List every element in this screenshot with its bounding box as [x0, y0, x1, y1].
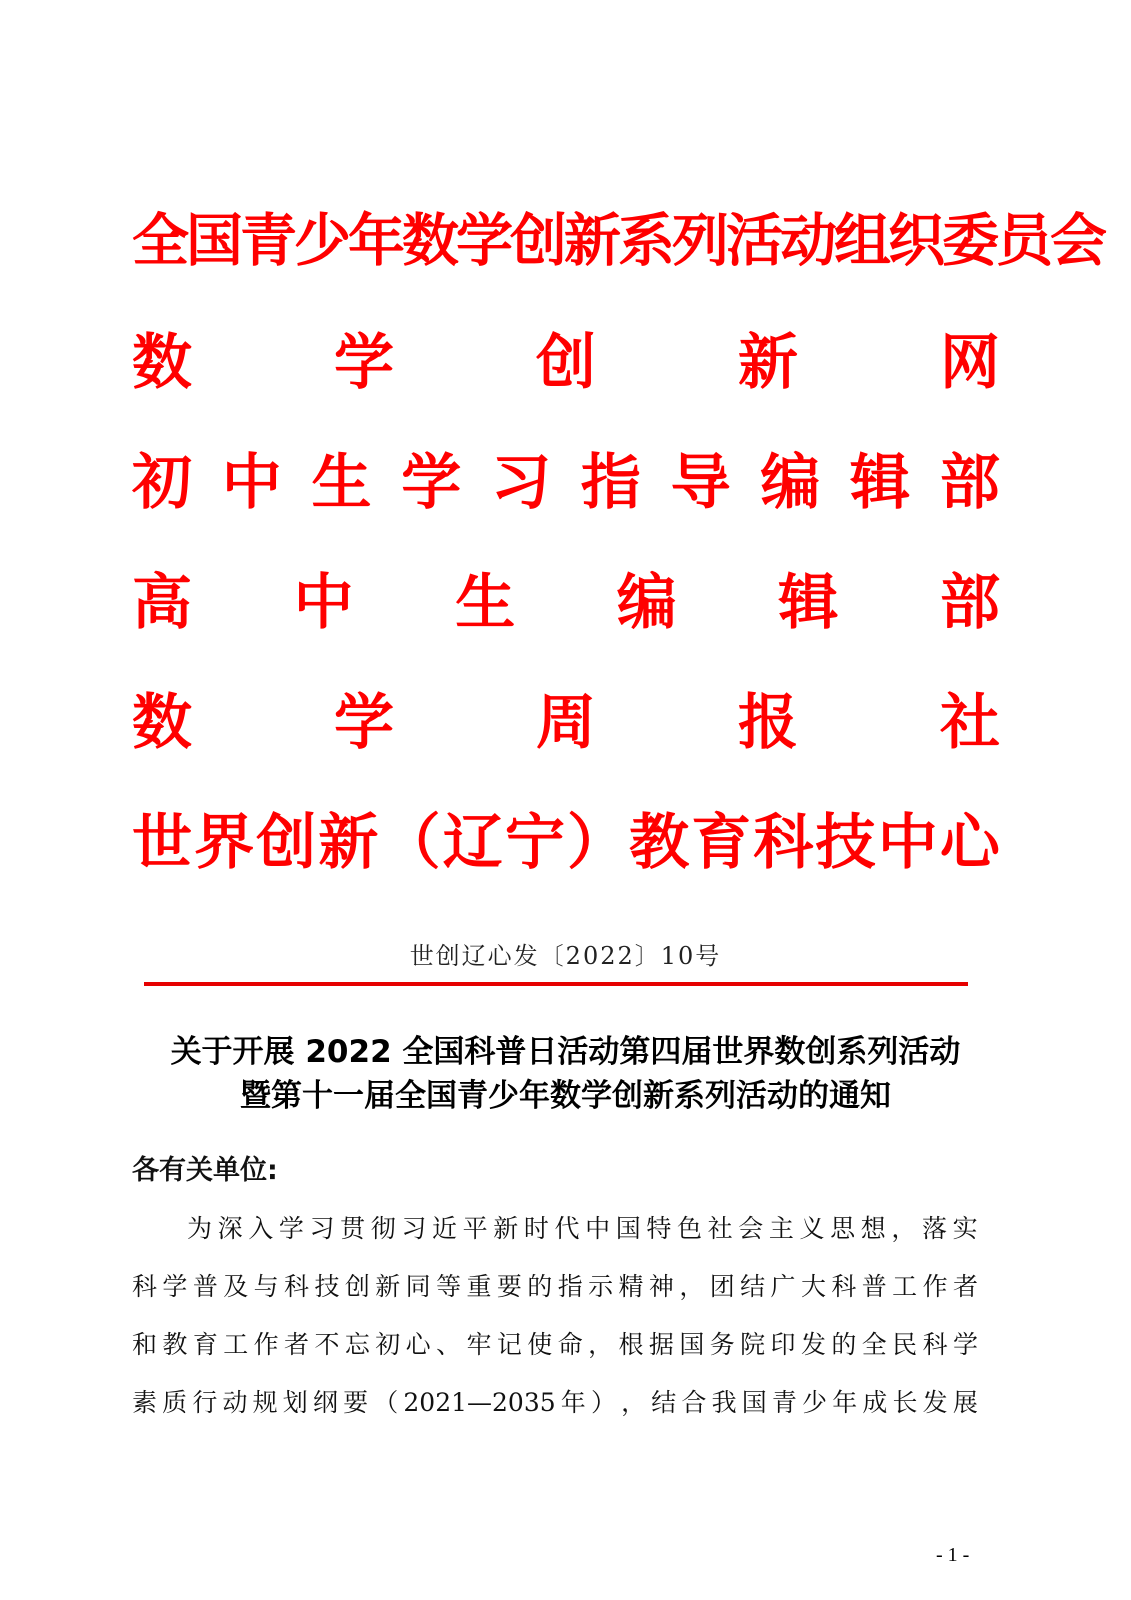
text-glyph: 科 [831, 1272, 857, 1301]
text-glyph: 想 [860, 1214, 886, 1243]
text-glyph: 等 [436, 1272, 462, 1301]
text-glyph: 普 [192, 1272, 218, 1301]
text-glyph: 社 [940, 688, 1000, 758]
text-glyph: 新 [318, 808, 379, 878]
body-line [132, 1258, 978, 1316]
text-glyph: 发 [922, 1388, 948, 1417]
text-glyph: 新 [738, 328, 798, 398]
text-glyph: 落 [922, 1214, 948, 1243]
text-glyph: 创 [536, 328, 596, 398]
text-glyph: 民 [892, 1330, 918, 1359]
text-glyph: 中 [877, 808, 938, 878]
text-glyph: 院 [740, 1330, 766, 1359]
text-glyph: ， [679, 1272, 705, 1301]
text-glyph: 新 [493, 1214, 519, 1243]
text-glyph: 科 [284, 1272, 310, 1301]
text-glyph: 规 [252, 1388, 278, 1417]
text-glyph: 育 [192, 1330, 218, 1359]
text-glyph: 数 [132, 688, 192, 758]
body-line [132, 1374, 978, 1432]
text-glyph: 科 [132, 1272, 158, 1301]
text-glyph: 同 [405, 1272, 431, 1301]
text-glyph: 编 [616, 568, 677, 638]
document-number: 世创辽心发〔2022〕10号 [409, 942, 722, 970]
text-glyph: 及 [223, 1272, 249, 1301]
text-glyph: 部 [939, 568, 1000, 638]
text-glyph: 学 [278, 1214, 304, 1243]
text-glyph: 示 [588, 1272, 614, 1301]
text-glyph: 中 [221, 448, 282, 518]
text-glyph: 我 [711, 1388, 737, 1417]
text-glyph: 时 [523, 1214, 549, 1243]
text-glyph: 辑 [778, 568, 839, 638]
text-glyph: 年 [560, 1388, 586, 1417]
text-glyph: 导 [670, 448, 731, 518]
header-org-line-4 [132, 558, 1000, 648]
text-glyph: 育 [691, 808, 752, 878]
text-glyph: 深 [217, 1214, 243, 1243]
text-glyph: 生 [311, 448, 372, 518]
text-glyph: 学 [401, 448, 462, 518]
text-glyph: 不 [314, 1330, 340, 1359]
text-glyph: 合 [681, 1388, 707, 1417]
text-glyph: 广 [770, 1272, 796, 1301]
body-line [132, 1200, 978, 1258]
text-glyph: 编 [760, 448, 821, 518]
text-glyph: 务 [709, 1330, 735, 1359]
header-org-line-6 [132, 798, 1000, 888]
text-glyph: 贯 [340, 1214, 366, 1243]
text-glyph: 牢 [466, 1330, 492, 1359]
text-glyph: 团 [709, 1272, 735, 1301]
text-glyph: 周 [536, 688, 596, 758]
text-glyph: 者 [284, 1330, 310, 1359]
text-glyph: 习 [309, 1214, 335, 1243]
text-glyph: 生 [455, 568, 516, 638]
text-glyph: 特 [646, 1214, 672, 1243]
text-glyph: 部 [939, 448, 1000, 518]
body-paragraph [132, 1200, 978, 1432]
text-glyph: 彻 [370, 1214, 396, 1243]
text-glyph: 行 [192, 1388, 218, 1417]
text-glyph: 中 [293, 568, 354, 638]
text-glyph: 要 [496, 1272, 522, 1301]
text-glyph: 作 [922, 1272, 948, 1301]
text-glyph: 工 [223, 1330, 249, 1359]
text-glyph: 命 [557, 1330, 583, 1359]
text-glyph: 使 [527, 1330, 553, 1359]
text-glyph: 神 [648, 1272, 674, 1301]
notice-title-line-1: 关于开展 2022 全国科普日活动第四届世界数创系列活动 [170, 1034, 961, 1070]
text-glyph: 展 [952, 1388, 978, 1417]
text-glyph: 重 [466, 1272, 492, 1301]
text-glyph: 初 [375, 1330, 401, 1359]
text-glyph: 、 [436, 1330, 462, 1359]
text-glyph: 学 [952, 1330, 978, 1359]
salutation: 各有关单位: [132, 1155, 278, 1186]
text-glyph: 作 [253, 1330, 279, 1359]
text-glyph: 初 [132, 448, 192, 518]
text-glyph: 工 [892, 1272, 918, 1301]
text-glyph: 心 [939, 808, 1000, 878]
text-glyph: ， [621, 1388, 647, 1417]
text-glyph: 发 [800, 1330, 826, 1359]
text-glyph: 心 [405, 1330, 431, 1359]
text-glyph: 青 [771, 1388, 797, 1417]
text-glyph: 忘 [344, 1330, 370, 1359]
text-glyph: 实 [952, 1214, 978, 1243]
text-glyph: 质 [162, 1388, 188, 1417]
text-glyph: 网 [940, 328, 1000, 398]
notice-title [80, 1030, 1051, 1118]
text-glyph: 结 [740, 1272, 766, 1301]
text-glyph: 国 [615, 1214, 641, 1243]
text-glyph: 纲 [312, 1388, 338, 1417]
header-org-line-5 [132, 678, 1000, 768]
text-glyph: 2021—2035 [403, 1388, 556, 1417]
text-glyph: ， [588, 1330, 614, 1359]
text-glyph: 技 [815, 808, 876, 878]
text-glyph: 科 [753, 808, 814, 878]
header-org-line-1: 全国青少年数学创新系列活动组织委员会 [132, 208, 1104, 274]
text-glyph: 报 [738, 688, 798, 758]
text-glyph: 成 [862, 1388, 888, 1417]
text-glyph: 大 [800, 1272, 826, 1301]
text-glyph: 义 [799, 1214, 825, 1243]
text-glyph: 近 [432, 1214, 458, 1243]
text-glyph: 思 [830, 1214, 856, 1243]
text-glyph: 平 [462, 1214, 488, 1243]
text-glyph: 学 [334, 688, 394, 758]
text-glyph: 者 [952, 1272, 978, 1301]
red-divider-line [144, 982, 968, 986]
text-glyph: 和 [132, 1330, 158, 1359]
text-glyph: 的 [527, 1272, 553, 1301]
text-glyph: 社 [707, 1214, 733, 1243]
text-glyph: 教 [629, 808, 690, 878]
text-glyph: 指 [557, 1272, 583, 1301]
header-org-line-3 [132, 438, 1000, 528]
text-glyph: 要 [343, 1388, 369, 1417]
page-number: - 1 - [936, 1544, 970, 1566]
text-glyph: 国 [679, 1330, 705, 1359]
text-glyph: 少 [802, 1388, 828, 1417]
text-glyph: 的 [831, 1330, 857, 1359]
text-glyph: 宁 [504, 808, 565, 878]
text-glyph: 新 [375, 1272, 401, 1301]
header-org-line-2 [132, 318, 1000, 408]
text-glyph: ） [566, 808, 627, 878]
text-glyph: 与 [253, 1272, 279, 1301]
text-glyph: （ [373, 1388, 399, 1417]
text-glyph: 界 [194, 808, 255, 878]
text-glyph: 辽 [442, 808, 503, 878]
text-glyph: 教 [162, 1330, 188, 1359]
text-glyph: 技 [314, 1272, 340, 1301]
text-glyph: 为 [187, 1214, 213, 1243]
text-glyph: 全 [861, 1330, 887, 1359]
text-glyph: 高 [132, 568, 192, 638]
text-glyph: 学 [334, 328, 394, 398]
text-glyph: （ [380, 808, 441, 878]
text-glyph: 代 [554, 1214, 580, 1243]
text-glyph: 主 [768, 1214, 794, 1243]
text-glyph: 划 [282, 1388, 308, 1417]
body-line [132, 1316, 978, 1374]
text-glyph: 动 [222, 1388, 248, 1417]
text-glyph: 根 [618, 1330, 644, 1359]
text-glyph: 入 [248, 1214, 274, 1243]
text-glyph: 国 [741, 1388, 767, 1417]
text-glyph: 记 [496, 1330, 522, 1359]
text-glyph: 创 [344, 1272, 370, 1301]
text-glyph: 年 [832, 1388, 858, 1417]
text-glyph: ） [590, 1388, 616, 1417]
text-glyph: 辑 [850, 448, 911, 518]
text-glyph: ， [891, 1214, 917, 1243]
text-glyph: 精 [618, 1272, 644, 1301]
text-glyph: 结 [651, 1388, 677, 1417]
text-glyph: 色 [677, 1214, 703, 1243]
text-glyph: 数 [132, 328, 192, 398]
text-glyph: 中 [585, 1214, 611, 1243]
text-glyph: 习 [401, 1214, 427, 1243]
text-glyph: 普 [861, 1272, 887, 1301]
text-glyph: 会 [738, 1214, 764, 1243]
text-glyph: 创 [256, 808, 317, 878]
text-glyph: 指 [580, 448, 641, 518]
text-glyph: 素 [132, 1388, 158, 1417]
text-glyph: 科 [922, 1330, 948, 1359]
notice-title-line-2: 暨第十一届全国青少年数学创新系列活动的通知 [240, 1078, 891, 1114]
text-glyph: 学 [162, 1272, 188, 1301]
text-glyph: 长 [892, 1388, 918, 1417]
text-glyph: 习 [491, 448, 552, 518]
text-glyph: 据 [648, 1330, 674, 1359]
text-glyph: 印 [770, 1330, 796, 1359]
text-glyph: 世 [132, 808, 192, 878]
